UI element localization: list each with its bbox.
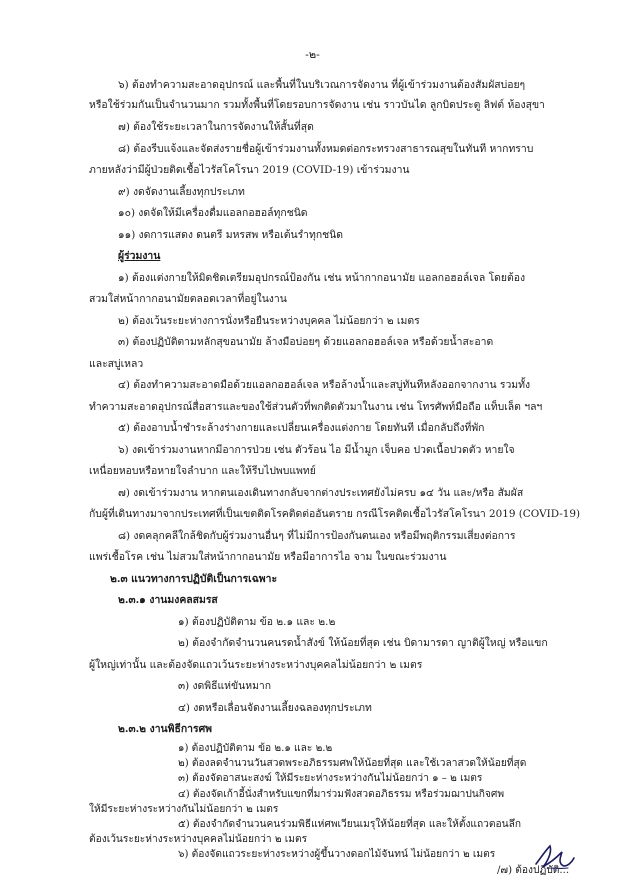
subsection-heading: ๒.๓.๒ งานพิธีการศพ	[118, 723, 213, 735]
text-line: สวมใส่หน้ากากอนามัยตลอดเวลาที่อยู่ในงาน	[89, 293, 287, 305]
continuation-marker: /๗) ต้องปฏิบัติ...	[497, 864, 570, 876]
text-line: ๕) ต้องอาบน้ำชำระล้างร่างกายและเปลี่ยนเครื่องแต่งกาย โดยทันที เมื่อกลับถึงที่พัก	[118, 422, 485, 434]
text-line: ๓) ต้องปฏิบัติตามหลักสุขอนามัย ล้างมือบ่อยๆ ด้วยแอลกอฮอล์เจล หรือด้วยน้ำสะอาด	[118, 336, 494, 348]
text-line: ๑) ต้องปฏิบัติตาม ข้อ ๒.๑ และ ๒.๒	[178, 743, 333, 754]
text-line: หรือใช้ร่วมกันเป็นจำนวนมาก รวมทั้งพื้นที่โดยรอบการจัดงาน เช่น ราวบันได ลูกบิดประตู ลิฟต์ ห้องสุขา	[89, 99, 545, 111]
text-line: ๖) ต้องจัดแถวระยะห่างระหว่างผู้ขึ้นวางดอกไม้จันทน์ ไม่น้อยกว่า ๒ เมตร	[178, 849, 496, 861]
page-number: -๒-	[305, 48, 320, 61]
text-line: ภายหลังว่ามีผู้ป่วยติดเชื้อไวรัสโคโรนา 2019 (COVID-19) เข้าร่วมงาน	[89, 164, 410, 176]
text-line: ๑) ต้องแต่งกายให้มิดชิดเตรียมอุปกรณ์ป้องกัน เช่น หน้ากากอนามัย แอลกอฮอล์เจล โดยต้อง	[118, 272, 526, 284]
text-line: ๒) ต้องจำกัดจำนวนคนรดน้ำสังข์ ให้น้อยที่สุด เช่น บิดามารดา ญาติผู้ใหญ่ หรือแขก	[178, 637, 548, 649]
text-line: เหนื่อยหอบหรือหายใจลำบาก และให้รีบไปพบแพทย์	[89, 465, 316, 477]
text-line: ๘) งดคลุกคลีใกล้ชิดกับผู้ร่วมงานอื่นๆ ที่ไม่มีการป้องกันตนเอง หรือมีพฤติกรรมเสี่ยงต่อการ	[118, 530, 516, 542]
text-line: กับผู้ที่เดินทางมาจากประเทศที่เป็นเขตติดโรคติดต่ออันตราย กรณีโรคติดเชื้อไวรัสโคโรนา 2019 (COVID-19)	[89, 508, 581, 520]
text-line: ทำความสะอาดอุปกรณ์สื่อสารและของใช้ส่วนตัวที่พกติดตัวมาในงาน เช่น โทรศัพท์มือถือ แท็บเล็ต ฯลฯ	[89, 401, 543, 413]
text-line: ๒) ต้องลดจำนวนวันสวดพระอภิธรรมศพให้น้อยที่สุด และใช้เวลาสวดให้น้อยที่สุด	[178, 758, 527, 770]
signature-image	[528, 838, 578, 874]
text-line: ๔) ต้องทำความสะอาดมือด้วยแอลกอฮอล์เจล หรือล้างน้ำและสบู่ทันทีหลังออกจากงาน รวมทั้ง	[118, 379, 531, 391]
text-line: ๗) งดเข้าร่วมงาน หากตนเองเดินทางกลับจากต่างประเทศยังไม่ครบ ๑๔ วัน และ/หรือ สัมผัส	[118, 487, 524, 499]
text-line: ๖) ต้องทำความสะอาดอุปกรณ์ และพื้นที่ในบริเวณการจัดงาน ที่ผู้เข้าร่วมงานต้องสัมผัสบ่อยๆ	[118, 79, 526, 91]
text-line: ๑๐) งดจัดให้มีเครื่องดื่มแอลกอฮอล์ทุกชนิด	[118, 207, 308, 219]
text-line: ๖) งดเข้าร่วมงานหากมีอาการป่วย เช่น ตัวร้อน ไอ มีน้ำมูก เจ็บคอ ปวดเนื้อปวดตัว หายใจ	[118, 444, 515, 456]
text-line: ๘) ต้องรีบแจ้งและจัดส่งรายชื่อผู้เข้าร่วมงานทั้งหมดต่อกระทรวงสาธารณสุขในทันที หากทราบ	[118, 143, 534, 155]
section-heading: ผู้ร่วมงาน	[118, 250, 161, 262]
text-line: ๔) งดหรือเลื่อนจัดงานเลี้ยงฉลองทุกประเภท	[178, 702, 372, 714]
text-line: ให้มีระยะห่างระหว่างกันไม่น้อยกว่า ๒ เมตร	[89, 803, 279, 815]
text-line: ๑) ต้องปฏิบัติตาม ข้อ ๒.๑ และ ๒.๒	[178, 616, 336, 628]
section-heading: ๒.๓ แนวทางการปฏิบัติเป็นการเฉพาะ	[110, 573, 278, 585]
text-line: ๒) ต้องเว้นระยะห่างการนั่งหรือยืนระหว่างบุคคล ไม่น้อยกว่า ๒ เมตร	[118, 315, 420, 327]
text-line: ๔) ต้องจัดเก้าอี้นั่งสำหรับแขกที่มาร่วมฟังสวดอภิธรรม หรือร่วมฌาปนกิจศพ	[178, 788, 505, 800]
text-line: ๓) ต้องจัดอาสนะสงฆ์ ให้มีระยะห่างระหว่างกันไม่น้อยกว่า ๑ – ๒ เมตร	[178, 773, 483, 785]
text-line: ๗) ต้องใช้ระยะเวลาในการจัดงานให้สั้นที่สุด	[118, 121, 314, 133]
text-line: ผู้ใหญ่เท่านั้น และต้องจัดแถวเว้นระยะห่างระหว่างบุคคลไม่น้อยกว่า ๒ เมตร	[89, 659, 423, 671]
text-line: ๙) งดจัดงานเลี้ยงทุกประเภท	[118, 186, 245, 198]
subsection-heading: ๒.๓.๑ งานมงคลสมรส	[118, 594, 218, 606]
text-line: และสบู่เหลว	[89, 358, 144, 370]
text-line: ๑๑) งดการแสดง ดนตรี มหรสพ หรือเต้นรำทุกชนิด	[118, 229, 344, 241]
text-line: แพร่เชื้อโรค เช่น ไม่สวมใส่หน้ากากอนามัย หรือมีอาการไอ จาม ในขณะร่วมงาน	[89, 551, 447, 563]
text-line: ๕) ต้องจำกัดจำนวนคนร่วมพิธีแห่ศพเวียนเมรุให้น้อยที่สุด และให้ตั้งแถวตอนลึก	[178, 819, 521, 830]
text-line: ต้องเว้นระยะห่างระหว่างบุคคลไม่น้อยกว่า ๒ เมตร	[89, 834, 308, 846]
text-line: ๓) งดพิธีแห่ขันหมาก	[178, 680, 272, 692]
